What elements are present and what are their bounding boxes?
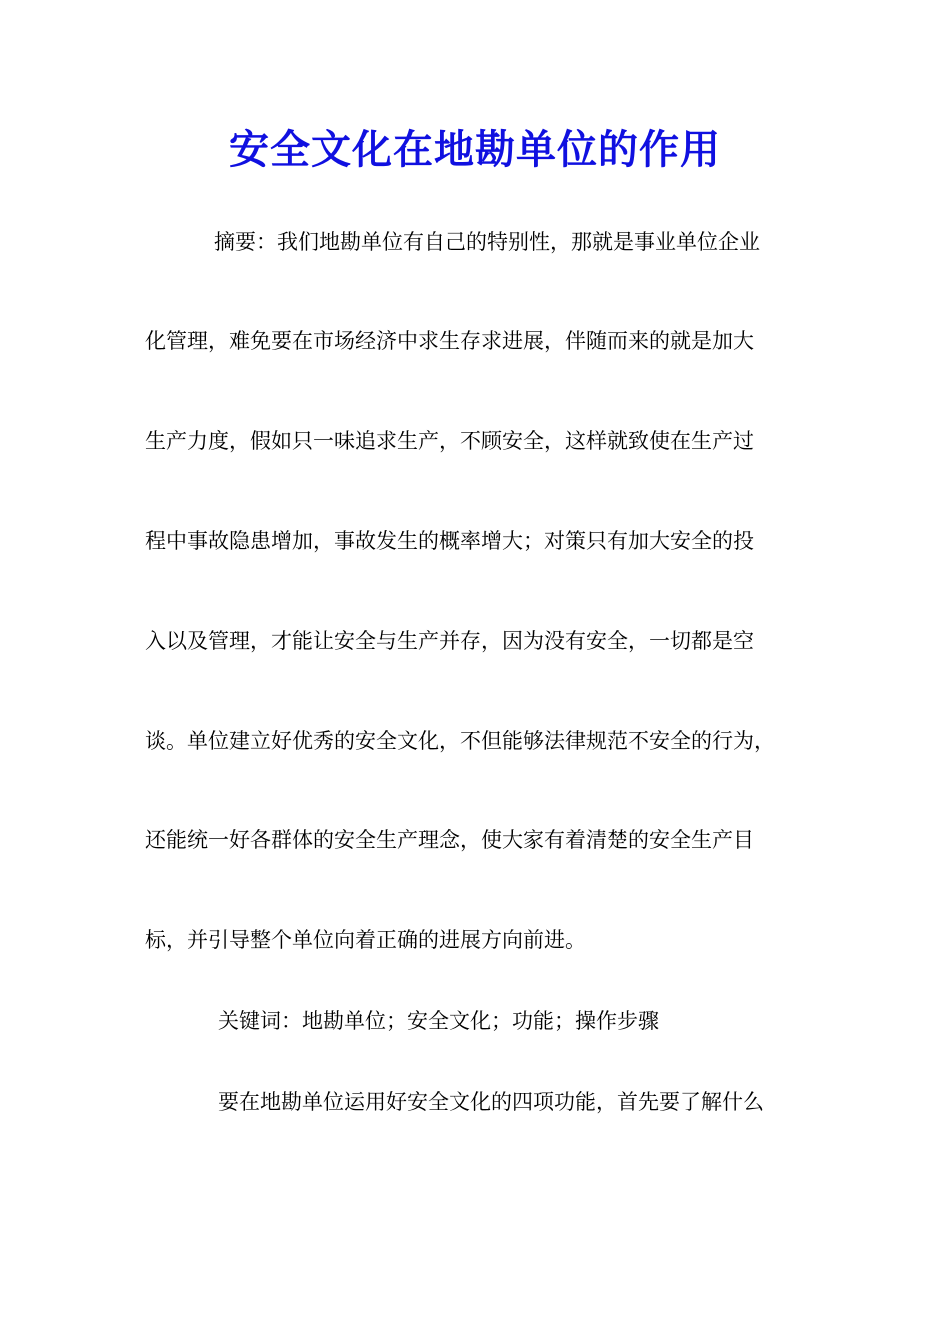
abstract-line-5: 入以及管理，才能让安全与生产并存，因为没有安全，一切都是空 — [145, 629, 754, 653]
abstract-line-2: 化管理，难免要在市场经济中求生存求进展，伴随而来的就是加大 — [145, 329, 754, 353]
abstract-line-1: 摘要：我们地勘单位有自己的特别性，那就是事业单位企业 — [214, 230, 760, 254]
abstract-line-8: 标，并引导整个单位向着正确的进展方向前进。 — [145, 928, 586, 952]
abstract-line-7: 还能统一好各群体的安全生产理念，使大家有着清楚的安全生产目 — [145, 828, 754, 852]
abstract-line-6: 谈。单位建立好优秀的安全文化，不但能够法律规范不安全的行为， — [145, 729, 775, 753]
document-title: 安全文化在地勘单位的作用 — [229, 127, 721, 173]
abstract-line-4: 程中事故隐患增加，事故发生的概率增大；对策只有加大安全的投 — [145, 529, 754, 553]
body-paragraph-line-1: 要在地勘单位运用好安全文化的四项功能，首先要了解什么 — [218, 1090, 764, 1114]
abstract-line-3: 生产力度，假如只一味追求生产，不顾安全，这样就致使在生产过 — [145, 429, 754, 453]
keywords-line: 关键词：地勘单位；安全文化；功能；操作步骤 — [218, 1009, 659, 1033]
